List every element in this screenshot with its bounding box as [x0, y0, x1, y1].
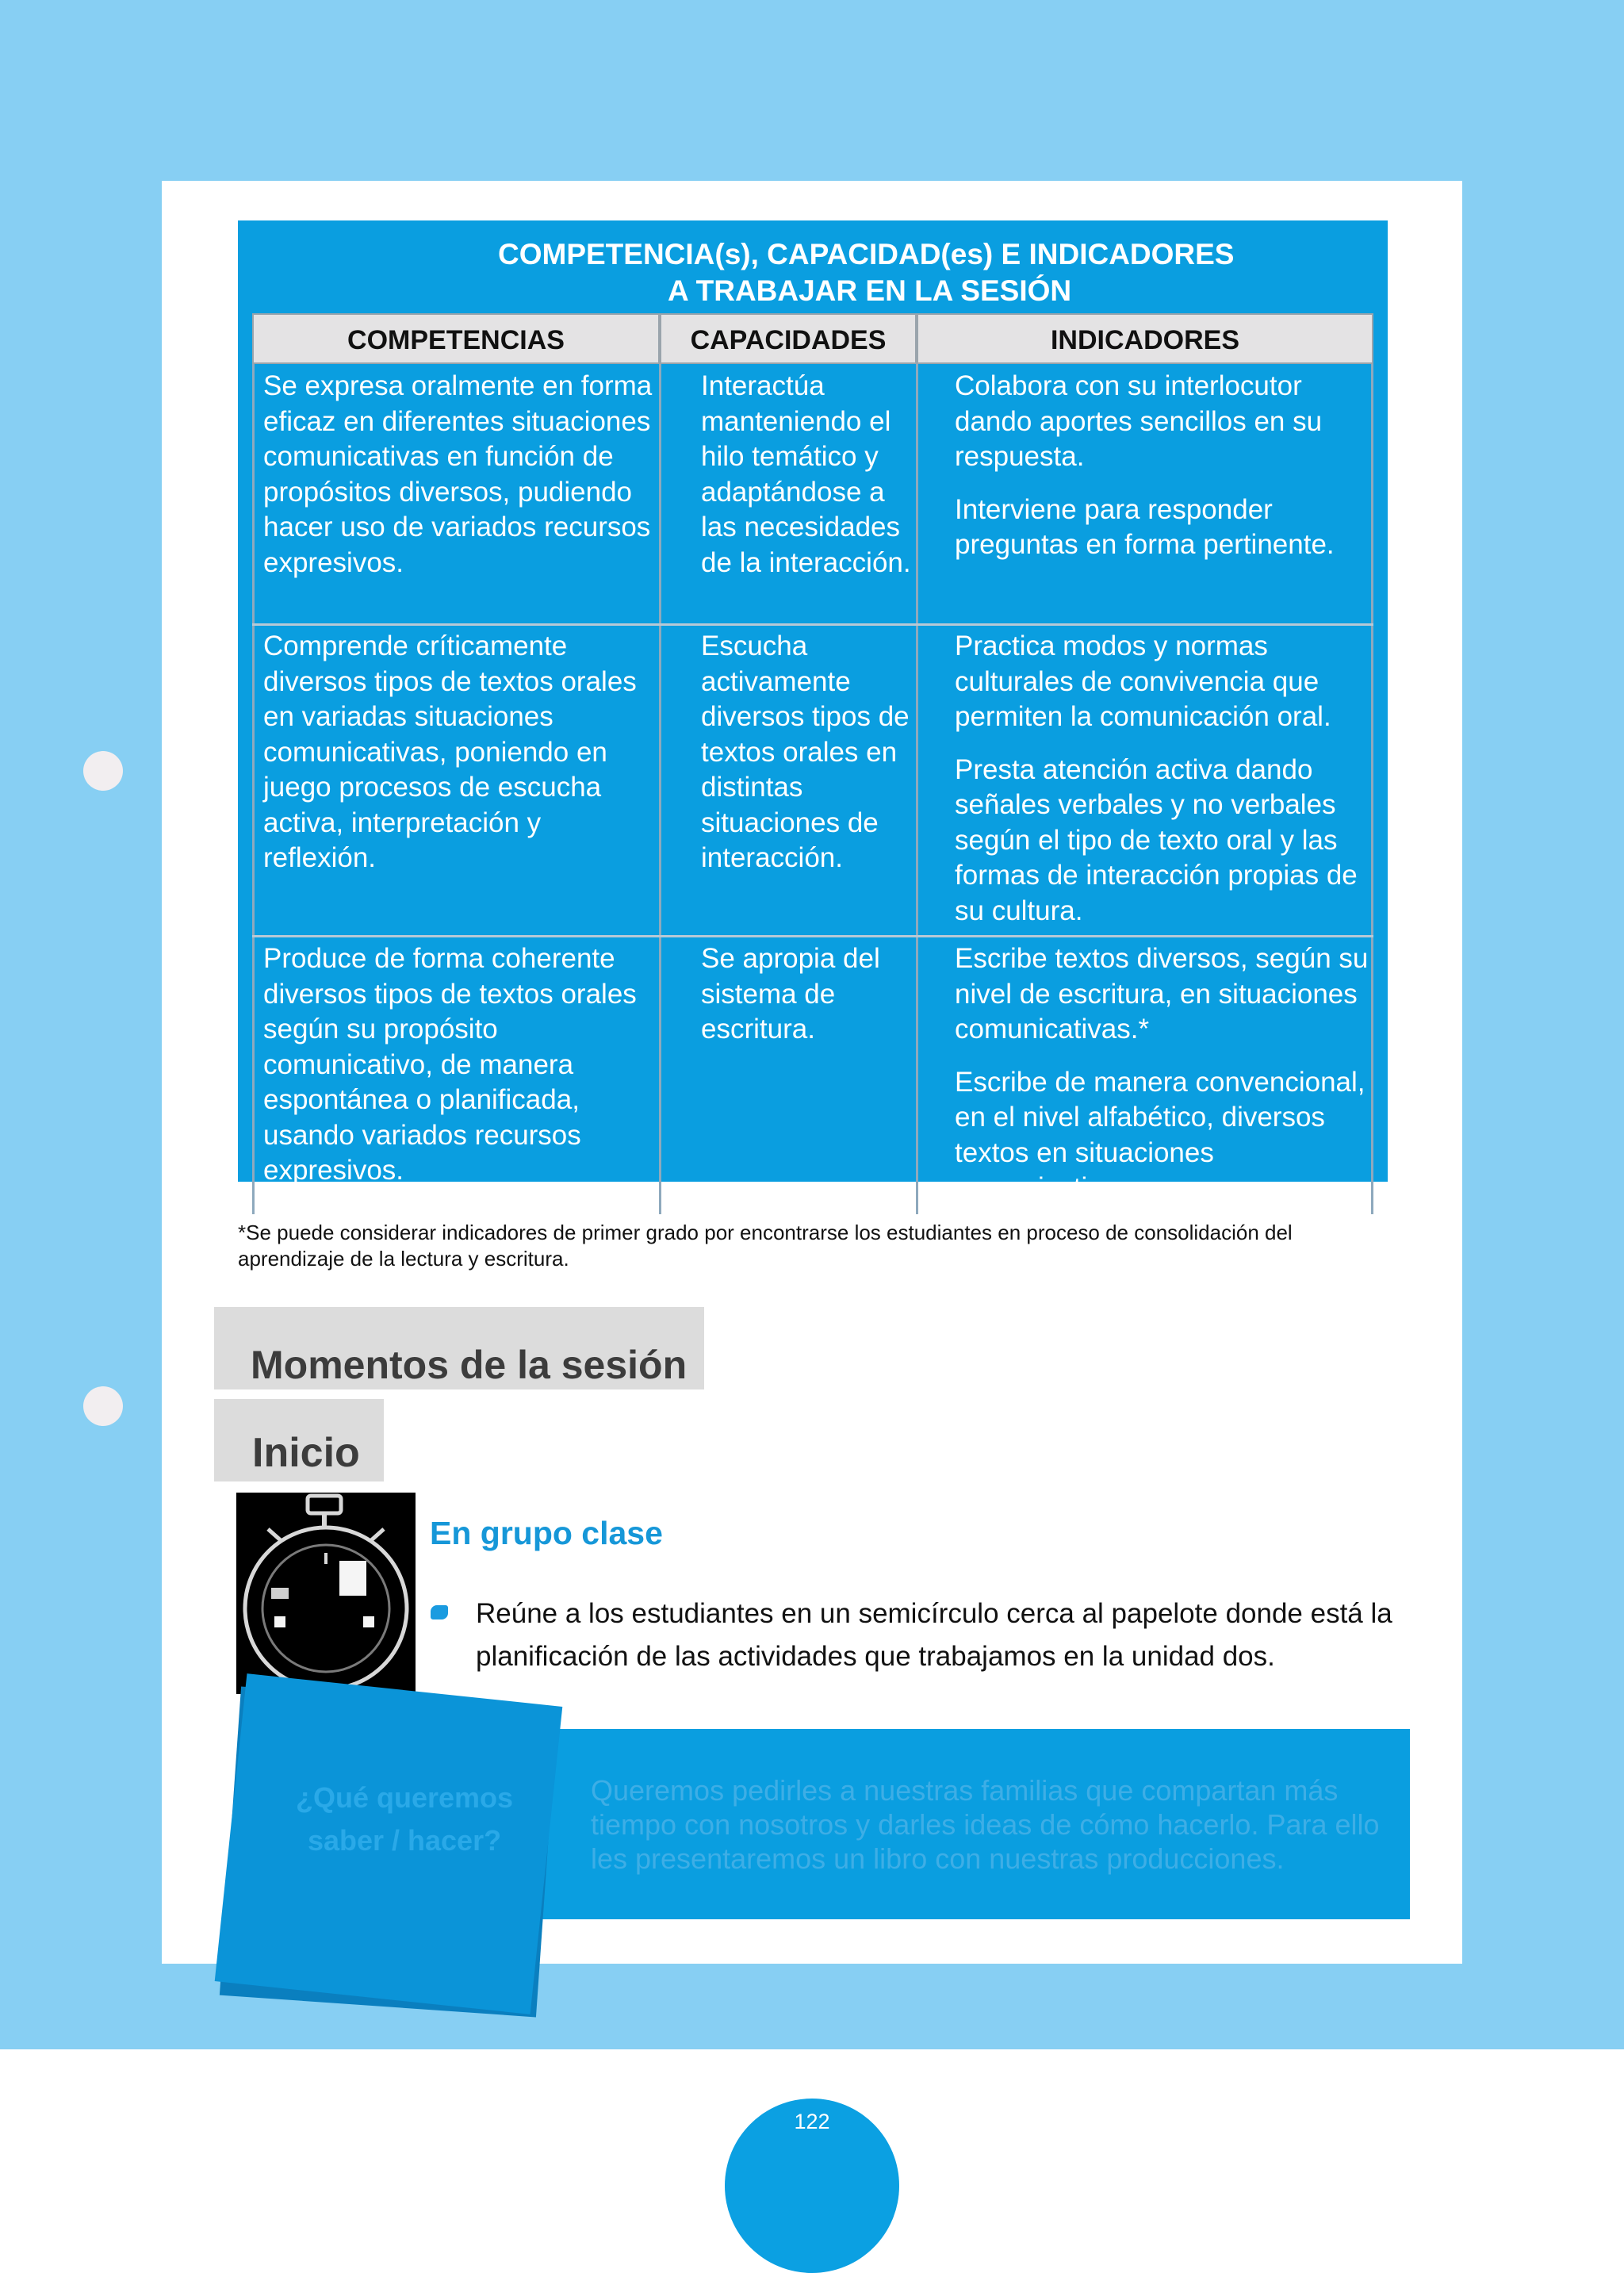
row2-indicador-1: Practica modos y normas culturales de convivencia que permiten la comunicación oral.	[955, 631, 1331, 732]
bullet-text: Reúne a los estudiantes en un semicírculo cerca al papelote donde está la planificación de las actividades que trabajamos en la unidad dos.	[476, 1598, 1392, 1672]
row1-indicador-1: Colabora con su interlocutor dando aportes sencillos en su respuesta.	[955, 370, 1323, 472]
header-capacidades: CAPACIDADES	[660, 313, 917, 364]
bullet-icon	[431, 1605, 448, 1619]
table-border-left	[252, 364, 255, 1214]
table-title-line2: A TRABAJAR EN LA SESIÓN	[668, 274, 1072, 307]
row2-indicador-2: Presta atención activa dando señales verbales y no verbales según el tipo de texto oral y las formas de interacción propias de su cultura.	[955, 753, 1358, 926]
row2-indicadores	[955, 629, 1370, 929]
row3-capacidad-text: Se apropia del sistema de escritura.	[701, 943, 880, 1045]
question-label: ¿Qué queremos saber / hacer?	[295, 1781, 514, 1857]
row1-indicadores	[955, 369, 1370, 563]
row1-capacidad	[701, 369, 914, 581]
binder-hole	[83, 1386, 123, 1426]
row2-competencia	[263, 629, 657, 876]
binder-hole	[83, 751, 123, 791]
inicio-title: Inicio	[252, 1430, 360, 1476]
row1-competencia-text: Se expresa oralmente en forma eficaz en diferentes situaciones comunicativas en función de propósitos diversos, pudiendo hacer uso de variados recursos expresivos.	[263, 370, 653, 578]
page-number: 122	[794, 2110, 830, 2133]
moments-title: Momentos de la sesión	[251, 1343, 688, 1387]
row2-capacidad	[701, 629, 914, 876]
table-border-right	[1371, 364, 1373, 1214]
row3-indicador-2: Escribe de manera convencional, en el nivel alfabético, diversos textos en situaciones comunicativas.	[955, 1066, 1365, 1203]
row-divider	[252, 935, 1373, 937]
group-label: En grupo clase	[430, 1515, 663, 1551]
table-title-line1: COMPETENCIA(s), CAPACIDAD(es) E INDICADORES	[498, 238, 1235, 270]
competencies-table	[252, 313, 1373, 1214]
header-indicadores: INDICADORES	[917, 313, 1373, 364]
row2-capacidad-text: Escucha activamente diversos tipos de textos orales en distintas situaciones de interacción.	[701, 631, 910, 873]
row3-indicador-1: Escribe textos diversos, según su nivel de escritura, en situaciones comunicativas.*	[955, 943, 1369, 1045]
row-divider	[252, 623, 1373, 626]
row1-indicador-2: Interviene para responder preguntas en forma pertinente.	[955, 493, 1335, 560]
table-divider	[659, 364, 661, 1214]
table-title	[238, 230, 1388, 317]
row3-competencia	[263, 941, 657, 1189]
row2-competencia-text: Comprende críticamente diversos tipos de textos orales en variadas situaciones comunicativas, poniendo en juego procesos de escucha activa, interpretación y reflexión.	[263, 631, 637, 873]
row3-indicadores	[955, 941, 1370, 1206]
question-answer: Queremos pedirles a nuestras familias que compartan más tiempo con nosotros y darles ideas de cómo hacerlo. Para ello les presentaremos un libro con nuestras producciones.	[591, 1774, 1380, 1875]
table-footnote: *Se puede considerar indicadores de primer grado por encontrarse los estudiantes en proceso de consolidación del aprendizaje de la lectura y escritura.	[238, 1221, 1293, 1271]
row3-capacidad	[701, 941, 914, 1048]
row1-competencia	[263, 369, 657, 581]
row1-capacidad-text: Interactúa manteniendo el hilo temático y adaptándose a las necesidades de la interacción.	[701, 370, 911, 578]
row3-competencia-text: Produce de forma coherente diversos tipos de textos orales según su propósito comunicativo, de manera espontánea o planificada, usando variados recursos expresivos.	[263, 943, 637, 1186]
stopwatch-icon	[236, 1493, 416, 1694]
header-competencias: COMPETENCIAS	[252, 313, 660, 364]
table-divider	[916, 364, 918, 1214]
